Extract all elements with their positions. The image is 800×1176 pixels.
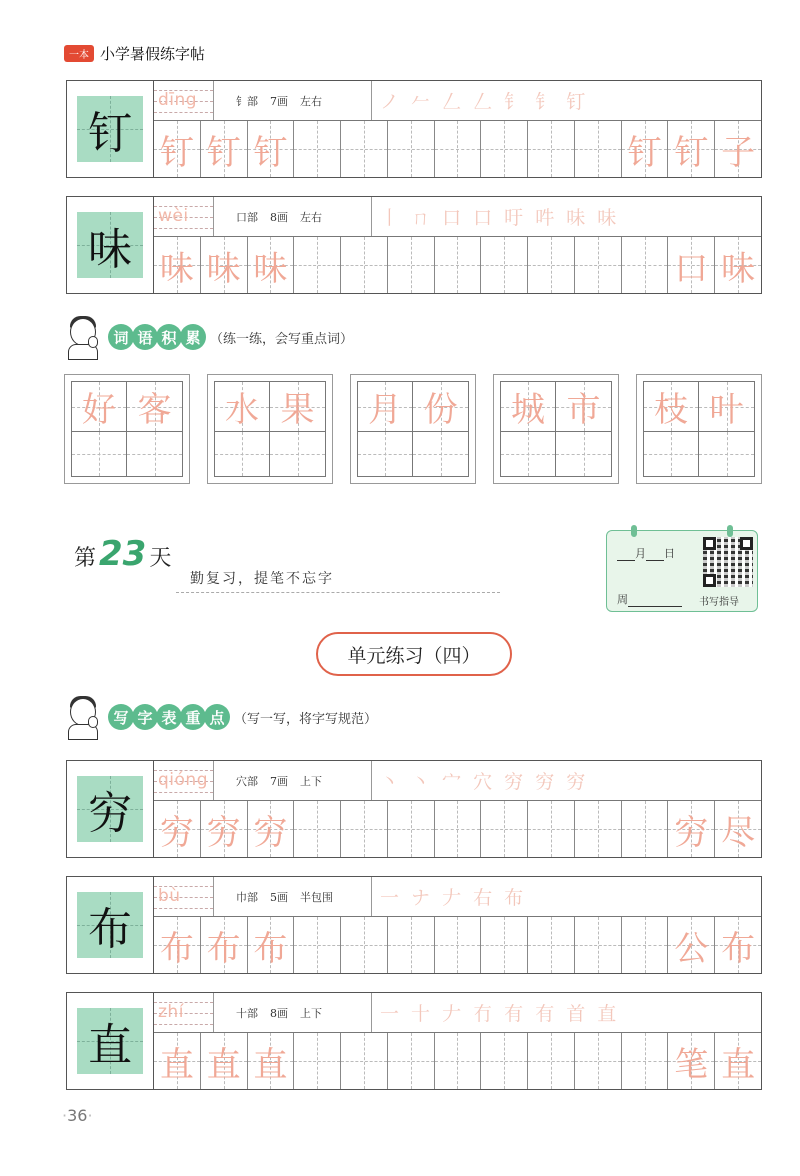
page-number: · 36 ·	[62, 1106, 93, 1125]
word-cell[interactable]	[501, 432, 556, 476]
book-badge: 一本	[64, 45, 94, 62]
word-cell[interactable]	[644, 432, 699, 476]
date-fields	[617, 545, 675, 561]
practice-area	[154, 877, 761, 973]
writing-cell[interactable]	[154, 917, 201, 973]
word-box	[207, 374, 333, 484]
trace-char: 钉	[627, 132, 662, 173]
practice-row	[66, 992, 762, 1090]
writing-cell[interactable]	[715, 121, 761, 177]
model-char-cell	[67, 197, 154, 293]
word-box	[64, 374, 190, 484]
writing-cell[interactable]	[435, 121, 482, 177]
trace-char: 钉	[253, 132, 288, 173]
char-radical: 巾部	[236, 890, 258, 904]
trace-char: 钉	[674, 132, 709, 173]
char-radical: 口部	[236, 210, 258, 224]
practice-row	[66, 876, 762, 974]
writing-cell[interactable]	[341, 801, 388, 857]
writing-cell[interactable]	[435, 1033, 482, 1089]
book-title: 小学暑假练字帖	[100, 44, 206, 63]
qr-corner	[703, 574, 716, 587]
char-radical: 穴部	[236, 774, 258, 788]
char-info-strip	[154, 197, 761, 237]
writing-cell[interactable]	[248, 121, 295, 177]
words-section-subtitle: （练一练，会写重点词）	[210, 331, 354, 347]
pinyin-text: qióng	[158, 770, 208, 790]
writing-cell[interactable]	[154, 237, 201, 293]
model-char-box	[77, 1008, 143, 1074]
writing-cell[interactable]	[294, 801, 341, 857]
word-cell[interactable]	[72, 382, 127, 432]
word-cell[interactable]	[556, 382, 611, 432]
title-pill: 写	[108, 704, 134, 730]
pinyin-text: zhí	[158, 1002, 184, 1022]
trace-char: 直	[206, 1044, 241, 1085]
writing-cell[interactable]	[435, 801, 482, 857]
writing-cell[interactable]	[668, 121, 715, 177]
char-details	[214, 993, 372, 1032]
month-blank[interactable]	[617, 549, 635, 561]
stroke-order: ノ 𠂉 𠃋 𠃋 钅 钅 钉	[380, 91, 589, 113]
model-char-cell	[67, 761, 154, 857]
char-structure: 半包围	[300, 890, 333, 904]
trace-char: 口	[674, 248, 709, 289]
title-pill: 重	[180, 704, 206, 730]
writing-cell[interactable]	[715, 917, 761, 973]
day-heading	[74, 534, 171, 574]
qr-corner	[703, 537, 716, 550]
words-section-heading	[62, 314, 353, 360]
trace-char: 城	[511, 390, 545, 430]
writing-cell[interactable]	[575, 1033, 622, 1089]
writing-cell[interactable]	[248, 237, 295, 293]
pinyin-box	[154, 81, 214, 120]
model-char: 直	[88, 1020, 132, 1071]
day-number: 23	[99, 534, 147, 574]
pinyin-box	[154, 877, 214, 916]
page-header	[64, 42, 205, 64]
writing-cell[interactable]	[294, 237, 341, 293]
writing-cell[interactable]	[201, 237, 248, 293]
trace-char: 市	[566, 390, 601, 430]
pinyin-guide-line	[154, 1024, 213, 1025]
trace-char: 穷	[674, 812, 709, 853]
model-char: 布	[88, 904, 132, 955]
title-pill: 字	[132, 704, 158, 730]
writing-cell[interactable]	[388, 917, 435, 973]
word-cell[interactable]	[215, 432, 270, 476]
writing-cell[interactable]	[435, 237, 482, 293]
qr-label: 书写指导	[699, 597, 739, 608]
writing-cell[interactable]	[201, 121, 248, 177]
char-details	[214, 197, 372, 236]
writing-cell[interactable]	[528, 801, 575, 857]
word-grid	[643, 381, 755, 477]
char-info-strip	[154, 761, 761, 801]
writing-cell[interactable]	[715, 801, 761, 857]
trace-char: 味	[159, 248, 194, 289]
practice-row	[66, 196, 762, 294]
month-label: 月	[635, 547, 646, 560]
writing-cell[interactable]	[294, 917, 341, 973]
writing-cell[interactable]	[435, 917, 482, 973]
char-details	[214, 81, 372, 120]
trace-char: 叶	[709, 390, 744, 430]
writing-cell[interactable]	[201, 801, 248, 857]
word-grid	[214, 381, 326, 477]
writing-cell[interactable]	[668, 1033, 715, 1089]
writing-cell[interactable]	[481, 917, 528, 973]
trace-char: 穷	[206, 812, 241, 853]
boy-thinking-icon	[62, 694, 106, 740]
practice-row	[66, 760, 762, 858]
model-char: 穷	[88, 788, 132, 839]
card-ring	[727, 525, 733, 537]
word-box	[350, 374, 476, 484]
title-pill: 语	[132, 324, 158, 350]
pinyin-box	[154, 761, 214, 800]
writing-cell[interactable]	[528, 917, 575, 973]
word-cell[interactable]	[72, 432, 127, 476]
model-char-box	[77, 892, 143, 958]
writing-cell[interactable]	[201, 1033, 248, 1089]
writing-cell[interactable]	[201, 917, 248, 973]
writing-cell[interactable]	[528, 121, 575, 177]
pinyin-text: wèi	[158, 206, 189, 226]
trace-char: 直	[253, 1044, 288, 1085]
writing-cell[interactable]	[388, 1033, 435, 1089]
word-cell[interactable]	[501, 382, 556, 432]
boy-thinking-icon	[62, 314, 106, 360]
writing-cell[interactable]	[622, 237, 669, 293]
writing-cell[interactable]	[715, 237, 761, 293]
trace-char: 客	[137, 390, 172, 430]
writing-grid	[154, 801, 761, 857]
word-cell[interactable]	[270, 432, 325, 476]
practice-area	[154, 81, 761, 177]
write-section-subtitle: （写一写，将字写规范）	[234, 711, 378, 727]
model-char-cell	[67, 877, 154, 973]
writing-cell[interactable]	[481, 1033, 528, 1089]
trace-char: 笔	[674, 1044, 709, 1085]
writing-cell[interactable]	[248, 801, 295, 857]
writing-cell[interactable]	[575, 237, 622, 293]
writing-grid	[154, 917, 761, 973]
writing-cell[interactable]	[481, 121, 528, 177]
word-box	[493, 374, 619, 484]
trace-char: 味	[721, 248, 756, 289]
trace-char: 布	[253, 928, 288, 969]
model-char-box	[77, 776, 143, 842]
trace-char: 子	[721, 132, 756, 173]
stroke-order: 丶 丶 宀 穴 穷 穷 穷	[380, 771, 589, 793]
title-pill: 点	[204, 704, 230, 730]
trace-char: 钉	[159, 132, 194, 173]
day-label: 日	[664, 547, 675, 560]
qr-corner	[740, 537, 753, 550]
writing-cell[interactable]	[388, 121, 435, 177]
word-cell[interactable]	[699, 432, 754, 476]
char-strokes: 8画	[270, 1006, 288, 1020]
char-details	[214, 761, 372, 800]
char-strokes: 7画	[270, 94, 288, 108]
word-cell[interactable]	[215, 382, 270, 432]
practice-row	[66, 80, 762, 178]
char-structure: 左右	[300, 210, 322, 224]
char-structure: 上下	[300, 1006, 322, 1020]
writing-grid	[154, 1033, 761, 1089]
writing-cell[interactable]	[622, 917, 669, 973]
writing-cell[interactable]	[622, 1033, 669, 1089]
char-info-strip	[154, 81, 761, 121]
trace-char: 公	[674, 928, 709, 969]
trace-char: 尽	[721, 812, 756, 853]
model-char-box	[77, 212, 143, 278]
pinyin-guide-line	[154, 792, 213, 793]
title-pill: 词	[108, 324, 134, 350]
model-char-box	[77, 96, 143, 162]
word-grid	[357, 381, 469, 477]
word-cell[interactable]	[127, 382, 182, 432]
writing-cell[interactable]	[622, 801, 669, 857]
card-ring	[631, 525, 637, 537]
word-cell[interactable]	[270, 382, 325, 432]
trace-char: 份	[423, 390, 458, 430]
trace-char: 布	[159, 928, 194, 969]
day-suffix: 天	[149, 546, 172, 571]
writing-cell[interactable]	[341, 237, 388, 293]
word-cell[interactable]	[413, 382, 468, 432]
writing-cell[interactable]	[668, 801, 715, 857]
word-grid	[71, 381, 183, 477]
char-info-strip	[154, 993, 761, 1033]
trace-char: 月	[368, 390, 402, 430]
pinyin-guide-line	[154, 908, 213, 909]
writing-cell[interactable]	[248, 1033, 295, 1089]
writing-cell[interactable]	[341, 1033, 388, 1089]
practice-area	[154, 197, 761, 293]
day-prefix: 第	[74, 546, 97, 571]
writing-cell[interactable]	[575, 801, 622, 857]
trace-char: 枝	[654, 390, 688, 430]
trace-char: 味	[206, 248, 241, 289]
pinyin-text: bù	[158, 886, 181, 906]
char-strokes: 7画	[270, 774, 288, 788]
stroke-order: 一 十 𠂇 冇 有 有 首 直	[380, 1003, 620, 1025]
char-details	[214, 877, 372, 916]
word-cell[interactable]	[556, 432, 611, 476]
writing-cell[interactable]	[575, 917, 622, 973]
word-cell[interactable]	[699, 382, 754, 432]
day-motto: 勤复习，提笔不忘字	[190, 571, 334, 587]
word-cell[interactable]	[127, 432, 182, 476]
char-radical: 十部	[236, 1006, 258, 1020]
writing-cell[interactable]	[481, 237, 528, 293]
char-strokes: 8画	[270, 210, 288, 224]
title-pill: 累	[180, 324, 206, 350]
writing-cell[interactable]	[294, 1033, 341, 1089]
writing-cell[interactable]	[341, 121, 388, 177]
writing-cell[interactable]	[341, 917, 388, 973]
date-card	[606, 530, 758, 612]
char-strokes: 5画	[270, 890, 288, 904]
pinyin-box	[154, 197, 214, 236]
trace-char: 味	[253, 248, 288, 289]
trace-char: 直	[159, 1044, 194, 1085]
stroke-order: 丨 ㄇ 口 口 吁 吽 味 味	[380, 207, 620, 229]
char-structure: 上下	[300, 774, 322, 788]
words-section-title	[108, 324, 204, 350]
week-label: 周	[617, 593, 628, 606]
writing-cell[interactable]	[528, 237, 575, 293]
writing-cell[interactable]	[294, 121, 341, 177]
writing-cell[interactable]	[715, 1033, 761, 1089]
trace-char: 穷	[159, 812, 194, 853]
writing-cell[interactable]	[668, 237, 715, 293]
stroke-order: 一 ナ 𠂇 右 布	[380, 887, 527, 909]
writing-cell[interactable]	[154, 801, 201, 857]
pinyin-guide-line	[154, 228, 213, 229]
practice-area	[154, 761, 761, 857]
writing-cell[interactable]	[154, 121, 201, 177]
practice-area	[154, 993, 761, 1089]
week-field	[617, 591, 682, 607]
writing-grid	[154, 121, 761, 177]
model-char-cell	[67, 993, 154, 1089]
writing-cell[interactable]	[388, 237, 435, 293]
trace-char: 果	[280, 390, 315, 430]
writing-cell[interactable]	[481, 801, 528, 857]
trace-char: 布	[721, 928, 756, 969]
char-radical: 钅部	[236, 94, 258, 108]
trace-char: 水	[225, 390, 259, 430]
unit-title: 单元练习（四）	[316, 632, 512, 676]
word-box	[636, 374, 762, 484]
title-pill: 积	[156, 324, 182, 350]
word-cell[interactable]	[358, 382, 413, 432]
pinyin-box	[154, 993, 214, 1032]
week-blank[interactable]	[628, 595, 682, 607]
trace-char: 直	[721, 1044, 756, 1085]
writing-cell[interactable]	[154, 1033, 201, 1089]
char-structure: 左右	[300, 94, 322, 108]
write-section-title	[108, 704, 228, 730]
pinyin-text: dīng	[158, 90, 198, 110]
writing-cell[interactable]	[622, 121, 669, 177]
writing-cell[interactable]	[575, 121, 622, 177]
day-blank[interactable]	[646, 549, 664, 561]
word-grid	[500, 381, 612, 477]
writing-cell[interactable]	[668, 917, 715, 973]
word-cell[interactable]	[358, 432, 413, 476]
write-section-heading	[62, 694, 377, 740]
model-char: 钉	[88, 108, 132, 159]
trace-char: 穷	[253, 812, 288, 853]
motto-divider	[176, 592, 500, 593]
trace-char: 好	[82, 390, 116, 430]
char-info-strip	[154, 877, 761, 917]
word-cell[interactable]	[644, 382, 699, 432]
writing-grid	[154, 237, 761, 293]
word-cell[interactable]	[413, 432, 468, 476]
writing-cell[interactable]	[528, 1033, 575, 1089]
trace-char: 钉	[206, 132, 241, 173]
pinyin-guide-line	[154, 112, 213, 113]
title-pill: 表	[156, 704, 182, 730]
trace-char: 布	[206, 928, 241, 969]
model-char-cell	[67, 81, 154, 177]
writing-cell[interactable]	[248, 917, 295, 973]
model-char: 味	[88, 224, 132, 275]
writing-cell[interactable]	[388, 801, 435, 857]
